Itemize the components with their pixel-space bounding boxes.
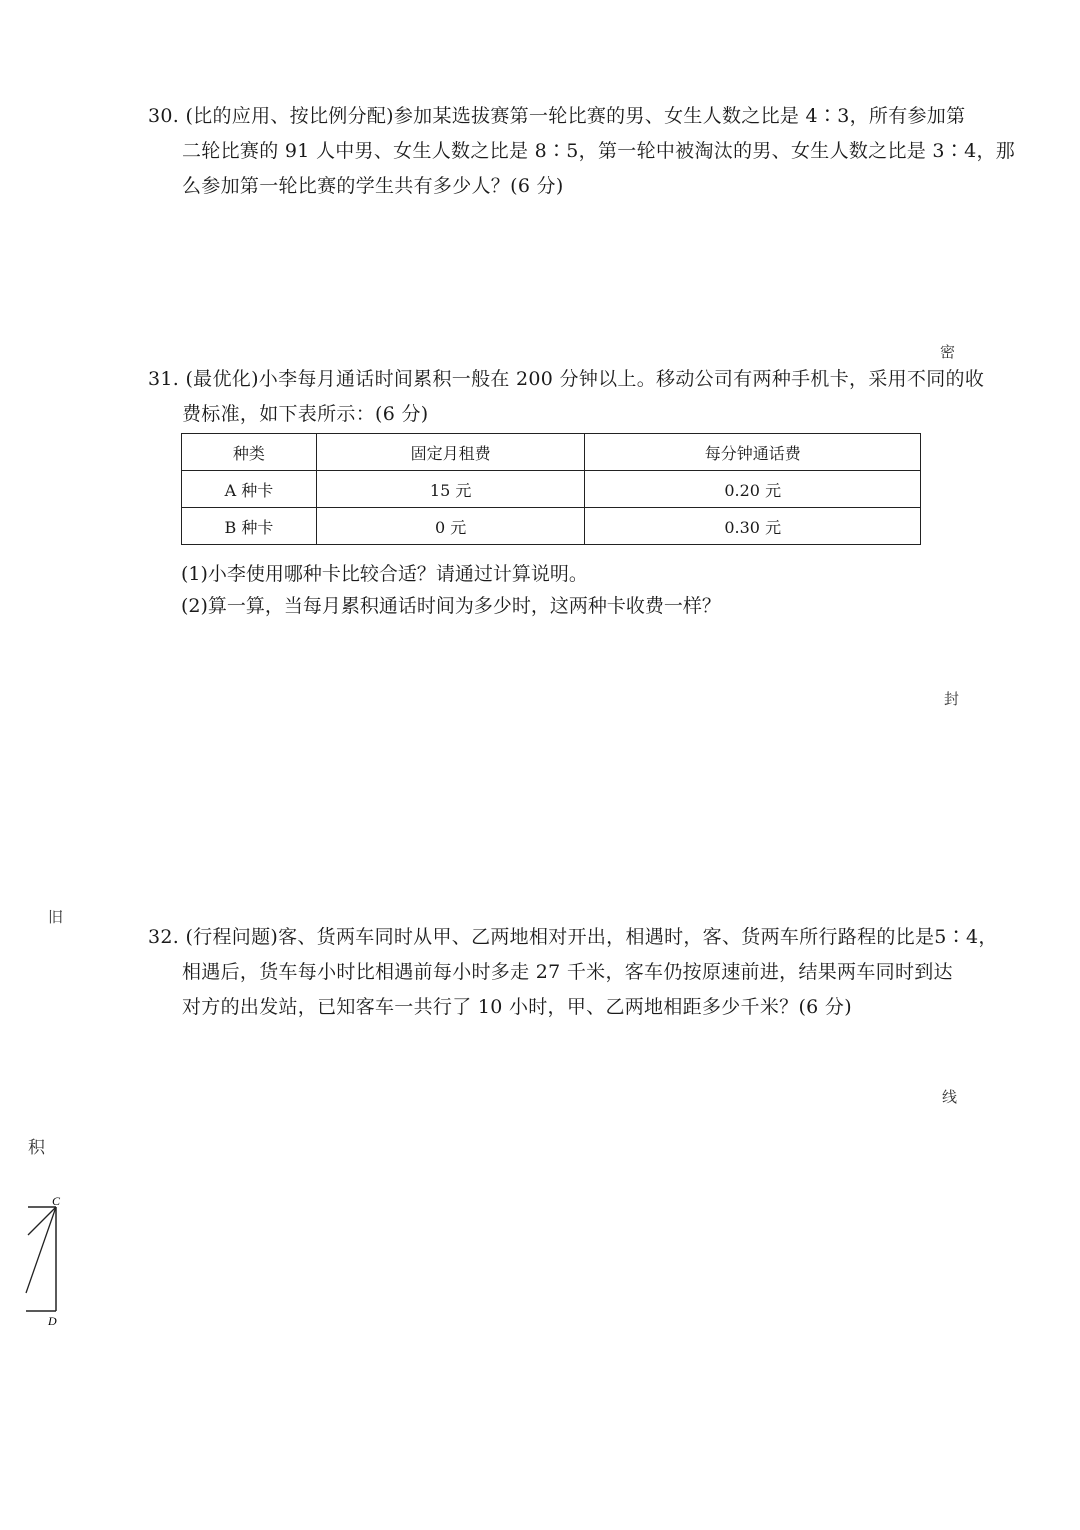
fee-table: [181, 433, 921, 545]
table-cell: 15 元: [316, 471, 585, 508]
table-header-row: [182, 434, 921, 471]
table-header-cell: 每分钟通话费: [585, 434, 921, 471]
fragment-label-c: C: [52, 1195, 61, 1208]
table-row: [182, 508, 921, 545]
table-row: [182, 471, 921, 508]
margin-mark-feng: 封: [944, 690, 960, 708]
table-cell: 0 元: [316, 508, 585, 545]
table-header-cell: 种类: [182, 434, 317, 471]
margin-mark-xian: 线: [942, 1088, 958, 1106]
table-cell: A 种卡: [182, 471, 317, 508]
margin-mark-left-fragment-2: 积: [28, 1138, 45, 1158]
table-cell: 0.30 元: [585, 508, 921, 545]
question-31-subquestion-2: (2)算一算，当每月累积通话时间为多少时，这两种卡收费一样？: [181, 595, 721, 617]
fragment-label-d: D: [48, 1314, 57, 1328]
question-30-line-1: 30. (比的应用、按比例分配)参加某选拔赛第一轮比赛的男、女生人数之比是 4∶3，所有参加第: [148, 105, 966, 127]
question-30-line-3: 么参加第一轮比赛的学生共有多少人？(6 分): [182, 175, 564, 197]
margin-mark-mi: 密: [940, 343, 956, 361]
question-31: [148, 362, 985, 432]
question-32-line-1: 32. (行程问题)客、货两车同时从甲、乙两地相对开出，相遇时，客、货两车所行路程的比是5∶4，: [148, 926, 998, 948]
question-30-line-2: 二轮比赛的 91 人中男、女生人数之比是 8∶5，第一轮中被淘汰的男、女生人数之比是 3∶4，那: [182, 140, 1016, 162]
question-31-subquestion-1: (1)小李使用哪种卡比较合适？请通过计算说明。: [181, 563, 588, 585]
table-header-cell: 固定月租费: [316, 434, 585, 471]
question-32: [148, 920, 998, 1025]
question-32-line-2: 相遇后，货车每小时比相遇前每小时多走 27 千米，客车仍按原速前进，结果两车同时到达: [182, 961, 953, 983]
margin-mark-left-fragment: 旧: [48, 908, 64, 926]
geometry-fragment-figure: [18, 1195, 78, 1335]
question-31-line-2: 费标准，如下表所示：(6 分): [182, 403, 429, 425]
table-cell: B 种卡: [182, 508, 317, 545]
question-32-line-3: 对方的出发站，已知客车一共行了 10 小时，甲、乙两地相距多少千米？(6 分): [182, 996, 852, 1018]
question-30: [148, 99, 1016, 204]
question-31-line-1: 31. (最优化)小李每月通话时间累积一般在 200 分钟以上。移动公司有两种手机卡，采用不同的收: [148, 368, 985, 390]
fragment-diagonal: [26, 1207, 56, 1293]
table-cell: 0.20 元: [585, 471, 921, 508]
